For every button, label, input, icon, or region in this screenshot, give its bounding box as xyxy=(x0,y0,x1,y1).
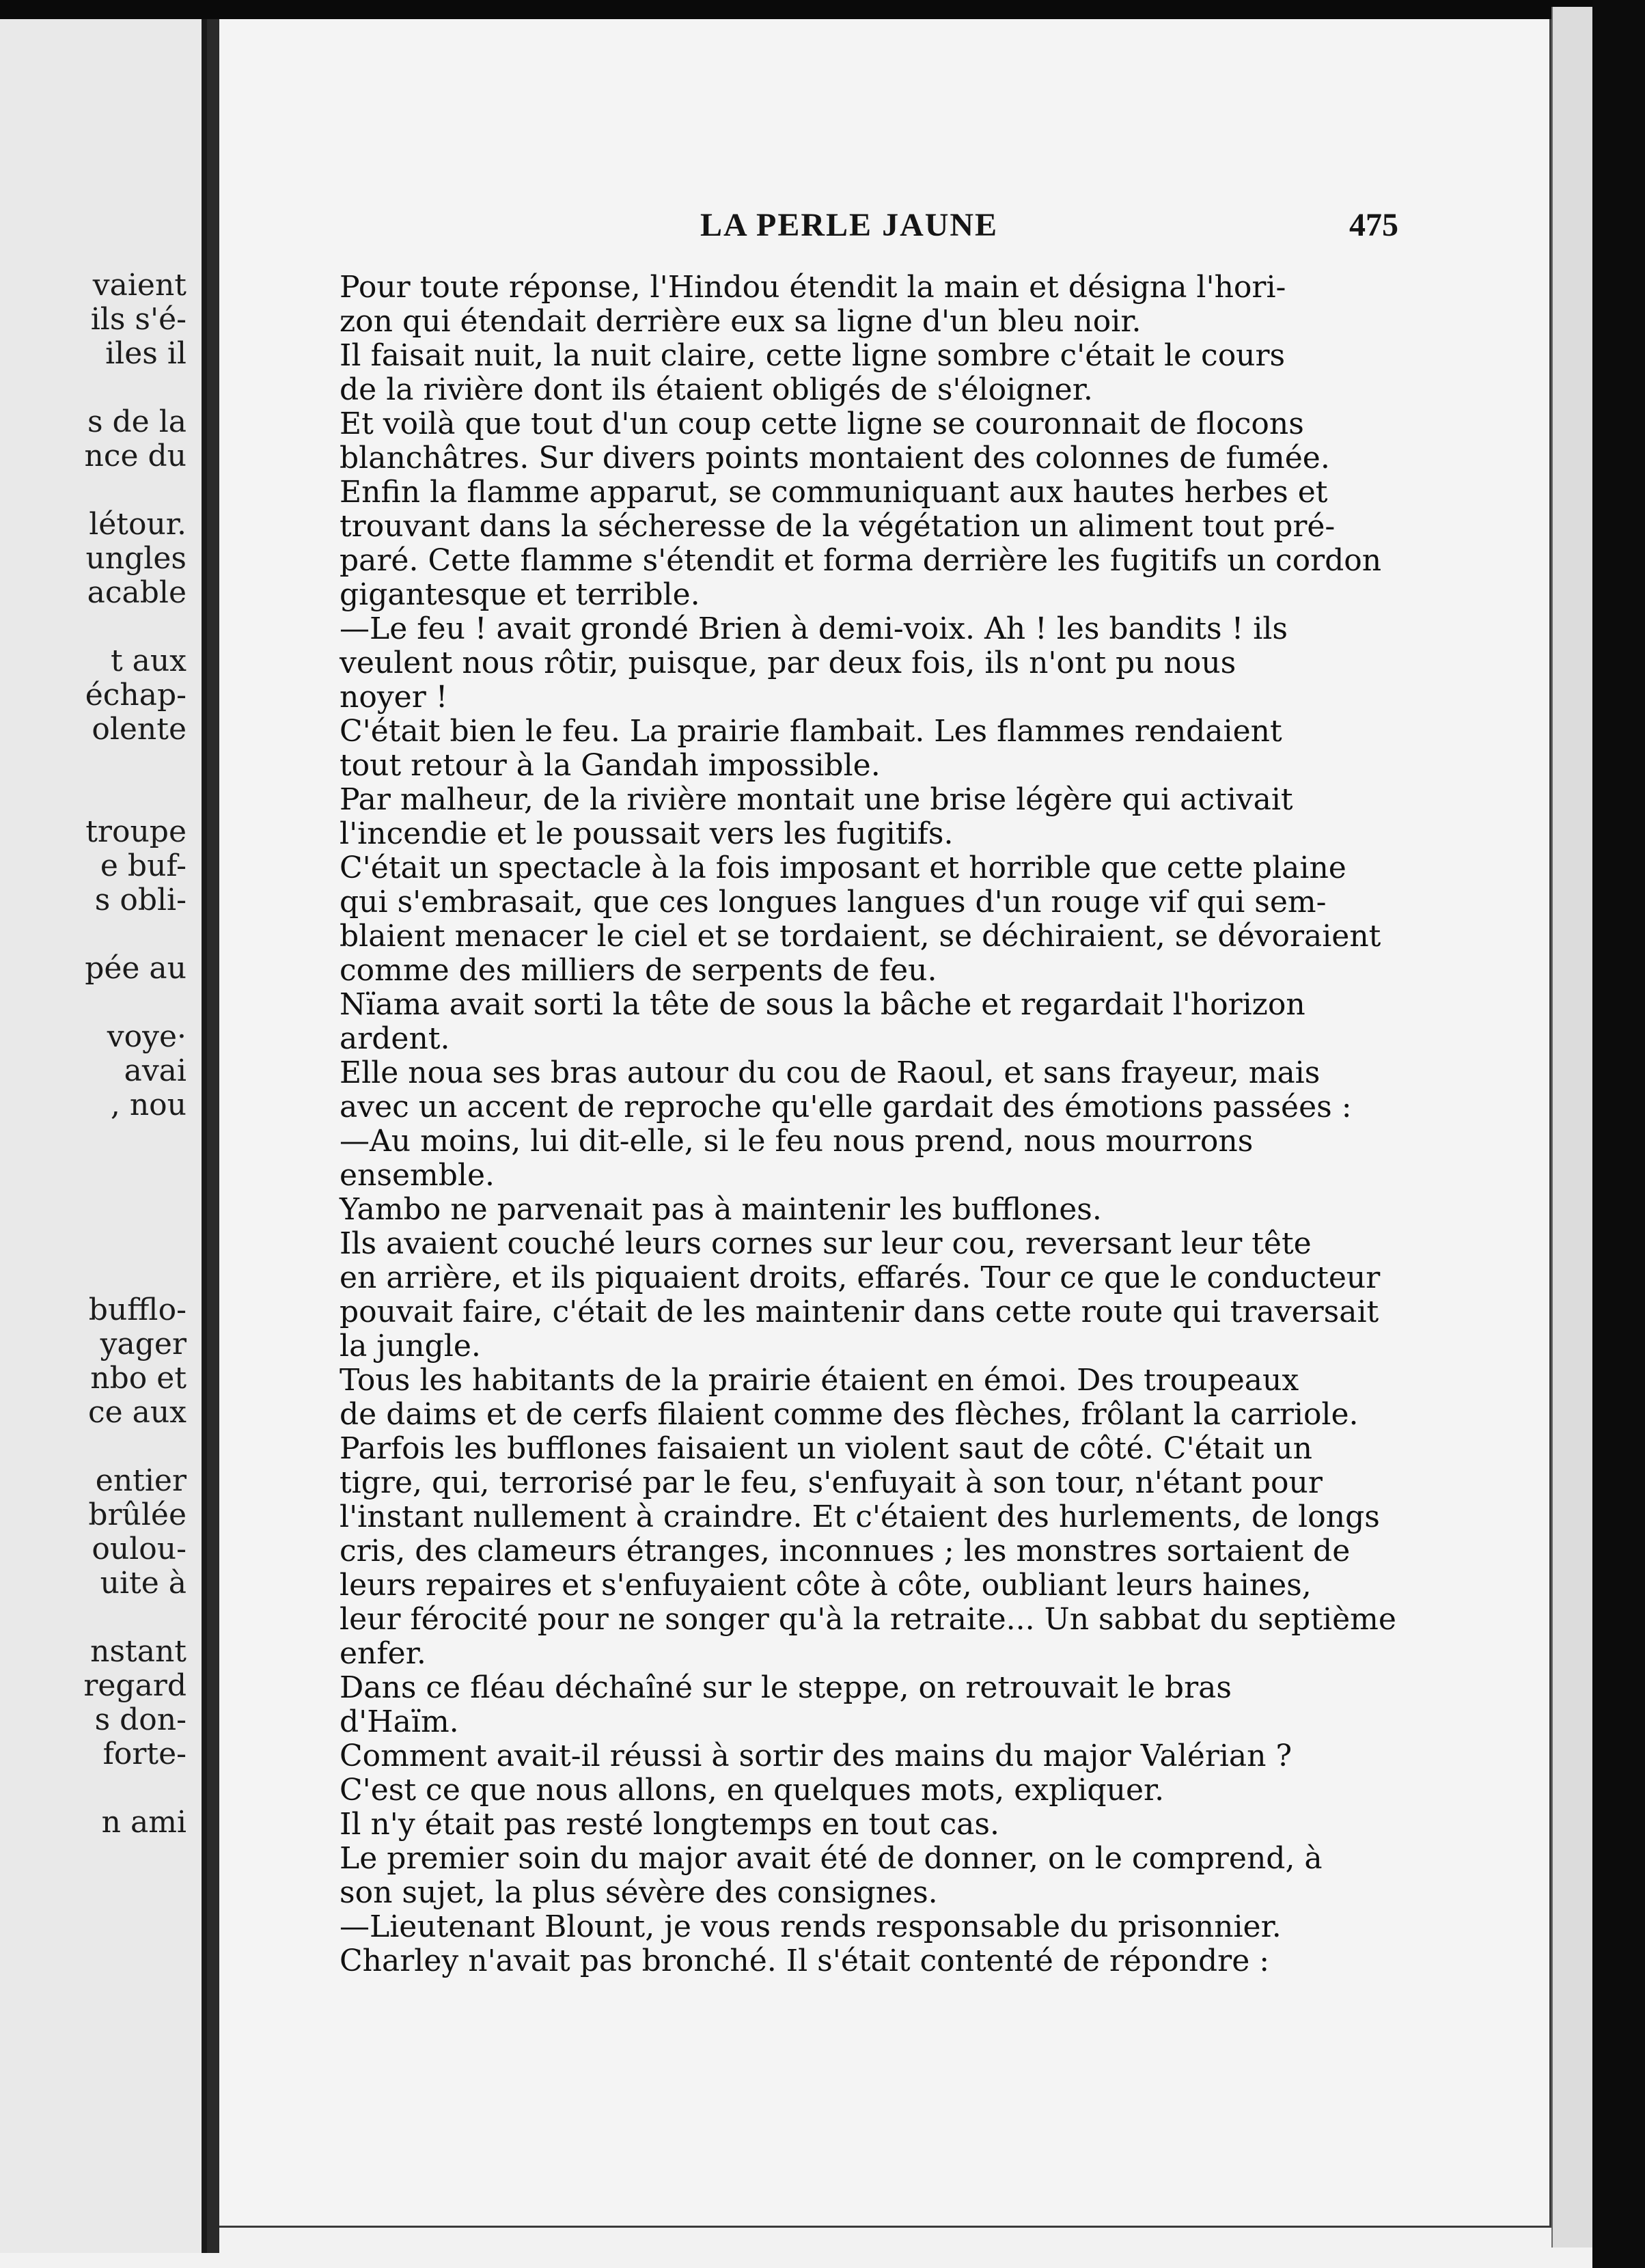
text-line: Tous les habitants de la prairie étaient en émoi. Des troupeaux xyxy=(340,1363,1299,1398)
text-line: qui s'embrasait, que ces longues langues d'un rouge vif qui sem- xyxy=(340,885,1327,919)
text-line: Ils avaient couché leurs cornes sur leur cou, reversant leur tête xyxy=(340,1226,1312,1261)
text-line: Il n'y était pas resté longtemps en tout cas. xyxy=(340,1807,999,1842)
text-line: noyer ! xyxy=(340,680,448,715)
text-line: gigantesque et terrible. xyxy=(340,577,700,612)
text-line: son sujet, la plus sévère des consignes. xyxy=(340,1875,938,1910)
text-line: Elle noua ses bras autour du cou de Raoul, et sans frayeur, mais xyxy=(340,1055,1321,1090)
text-line: la jungle. xyxy=(340,1329,481,1364)
text-line: Enfin la flamme apparut, se communiquant aux hautes herbes et xyxy=(340,475,1328,510)
left-page-line: oulou- xyxy=(92,1532,186,1566)
text-line: Pour toute réponse, l'Hindou étendit la main et désigna l'hori- xyxy=(340,270,1286,305)
running-head: LA PERLE JAUNE xyxy=(700,207,999,243)
text-line: —Le feu ! avait grondé Brien à demi-voix. Ah ! les bandits ! ils xyxy=(340,611,1288,646)
text-line: blaient menacer le ciel et se tordaient, se déchiraient, se dévoraient xyxy=(340,919,1381,954)
text-line: Il faisait nuit, la nuit claire, cette ligne sombre c'était le cours xyxy=(340,338,1286,373)
text-line: Charley n'avait pas bronché. Il s'était contenté de répondre : xyxy=(340,1944,1270,1978)
page-edge xyxy=(1551,7,1594,2248)
scan-top-edge xyxy=(0,0,1645,19)
text-line: C'était bien le feu. La prairie flambait. Les flammes rendaient xyxy=(340,714,1282,749)
text-line: avec un accent de reproche qu'elle gardait des émotions passées : xyxy=(340,1090,1352,1124)
text-line: d'Haïm. xyxy=(340,1704,459,1739)
text-line: Et voilà que tout d'un coup cette ligne se couronnait de flocons xyxy=(340,406,1304,441)
left-page-line: t aux xyxy=(110,644,186,678)
text-line: zon qui étendait derrière eux sa ligne d'un bleu noir. xyxy=(340,304,1142,339)
body-text xyxy=(340,271,1398,1978)
text-line: C'est ce que nous allons, en quelques mots, expliquer. xyxy=(340,1773,1165,1808)
text-line: tout retour à la Gandah impossible. xyxy=(340,748,881,783)
text-line: Par malheur, de la rivière montait une brise légère qui activait xyxy=(340,782,1293,817)
left-page-line: brûlée xyxy=(88,1497,186,1532)
text-line: l'incendie et le poussait vers les fugitifs. xyxy=(340,816,954,851)
text-line: de la rivière dont ils étaient obligés de s'éloigner. xyxy=(340,372,1093,407)
page-number: 475 xyxy=(1349,207,1398,243)
text-line: veulent nous rôtir, puisque, par deux fois, ils n'ont pu nous xyxy=(340,646,1236,680)
left-page-line: troupe xyxy=(85,814,186,849)
left-page-line: ungles xyxy=(85,541,186,576)
left-page-line: uite à xyxy=(100,1566,186,1601)
text-line: pouvait faire, c'était de les maintenir dans cette route qui traversait xyxy=(340,1295,1379,1329)
left-page-line: s obli- xyxy=(94,883,186,917)
left-page-line: forte- xyxy=(102,1737,186,1771)
text-line: leur férocité pour ne songer qu'à la retraite... Un sabbat du septième xyxy=(340,1602,1396,1637)
text-line: paré. Cette flamme s'étendit et forma derrière les fugitifs un cordon xyxy=(340,543,1382,578)
left-page-line: nbo et xyxy=(90,1361,186,1396)
text-line: Nïama avait sorti la tête de sous la bâche et regardait l'horizon xyxy=(340,987,1305,1022)
left-page-line: , nou xyxy=(110,1088,186,1122)
left-page-line: nce du xyxy=(84,439,186,473)
text-line: ardent. xyxy=(340,1021,450,1056)
text-line: tigre, qui, terrorisé par le feu, s'enfuyait à son tour, n'étant pour xyxy=(340,1465,1323,1500)
left-page-line: échap- xyxy=(85,678,186,713)
left-page-line: s de la xyxy=(87,404,186,439)
left-page-line: regard xyxy=(83,1668,186,1703)
left-page-line: entier xyxy=(95,1463,186,1498)
text-line: —Lieutenant Blount, je vous rends responsable du prisonnier. xyxy=(340,1909,1282,1944)
left-page-line: s don- xyxy=(94,1702,186,1737)
text-line: Yambo ne parvenait pas à maintenir les bufflones. xyxy=(340,1192,1102,1227)
text-line: de daims et de cerfs filaient comme des flèches, frôlant la carriole. xyxy=(340,1397,1359,1432)
left-page-line: olente xyxy=(92,712,186,747)
left-page-partial xyxy=(0,19,207,2253)
left-page-line: avai xyxy=(124,1053,186,1088)
text-line: —Au moins, lui dit-elle, si le feu nous prend, nous mourrons xyxy=(340,1124,1254,1159)
text-line: comme des milliers de serpents de feu. xyxy=(340,953,937,988)
book-gutter xyxy=(207,19,219,2253)
text-line: trouvant dans la sécheresse de la végétation un aliment tout pré- xyxy=(340,509,1336,544)
left-page-line: acable xyxy=(87,575,186,610)
left-page-line: létour. xyxy=(89,507,186,542)
left-page-line: voye· xyxy=(107,1019,186,1054)
text-line: blanchâtres. Sur divers points montaient des colonnes de fumée. xyxy=(340,441,1330,475)
text-line: leurs repaires et s'enfuyaient côte à côte, oubliant leurs haines, xyxy=(340,1568,1312,1603)
left-page-line: vaient xyxy=(92,268,186,303)
text-line: cris, des clameurs étranges, inconnues ; les monstres sortaient de xyxy=(340,1534,1351,1568)
text-line: Dans ce fléau déchaîné sur le steppe, on retrouvait le bras xyxy=(340,1670,1232,1705)
text-line: Le premier soin du major avait été de donner, on le comprend, à xyxy=(340,1841,1323,1876)
text-line: C'était un spectacle à la fois imposant et horrible que cette plaine xyxy=(340,850,1346,885)
scan-right-edge xyxy=(1592,0,1645,2268)
text-line: enfer. xyxy=(340,1636,426,1671)
left-page-line: ils s'é- xyxy=(90,302,186,337)
left-page-line: e buf- xyxy=(100,848,186,883)
text-line: ensemble. xyxy=(340,1158,495,1193)
left-page-line: n ami xyxy=(101,1805,186,1840)
left-page-line: pée au xyxy=(85,951,186,986)
text-line: en arrière, et ils piquaient droits, effarés. Tour ce que le conducteur xyxy=(340,1260,1381,1295)
left-page-line: nstant xyxy=(90,1634,186,1669)
left-page-line: yager xyxy=(100,1327,186,1361)
text-line: l'instant nullement à craindre. Et c'étaient des hurlements, de longs xyxy=(340,1499,1380,1534)
text-line: Parfois les bufflones faisaient un violent saut de côté. C'était un xyxy=(340,1431,1312,1466)
text-line: Comment avait-il réussi à sortir des mains du major Valérian ? xyxy=(340,1739,1292,1773)
left-page-line: iles il xyxy=(105,336,186,371)
left-page-line: ce aux xyxy=(87,1395,186,1430)
left-page-line: bufflo- xyxy=(88,1292,186,1327)
